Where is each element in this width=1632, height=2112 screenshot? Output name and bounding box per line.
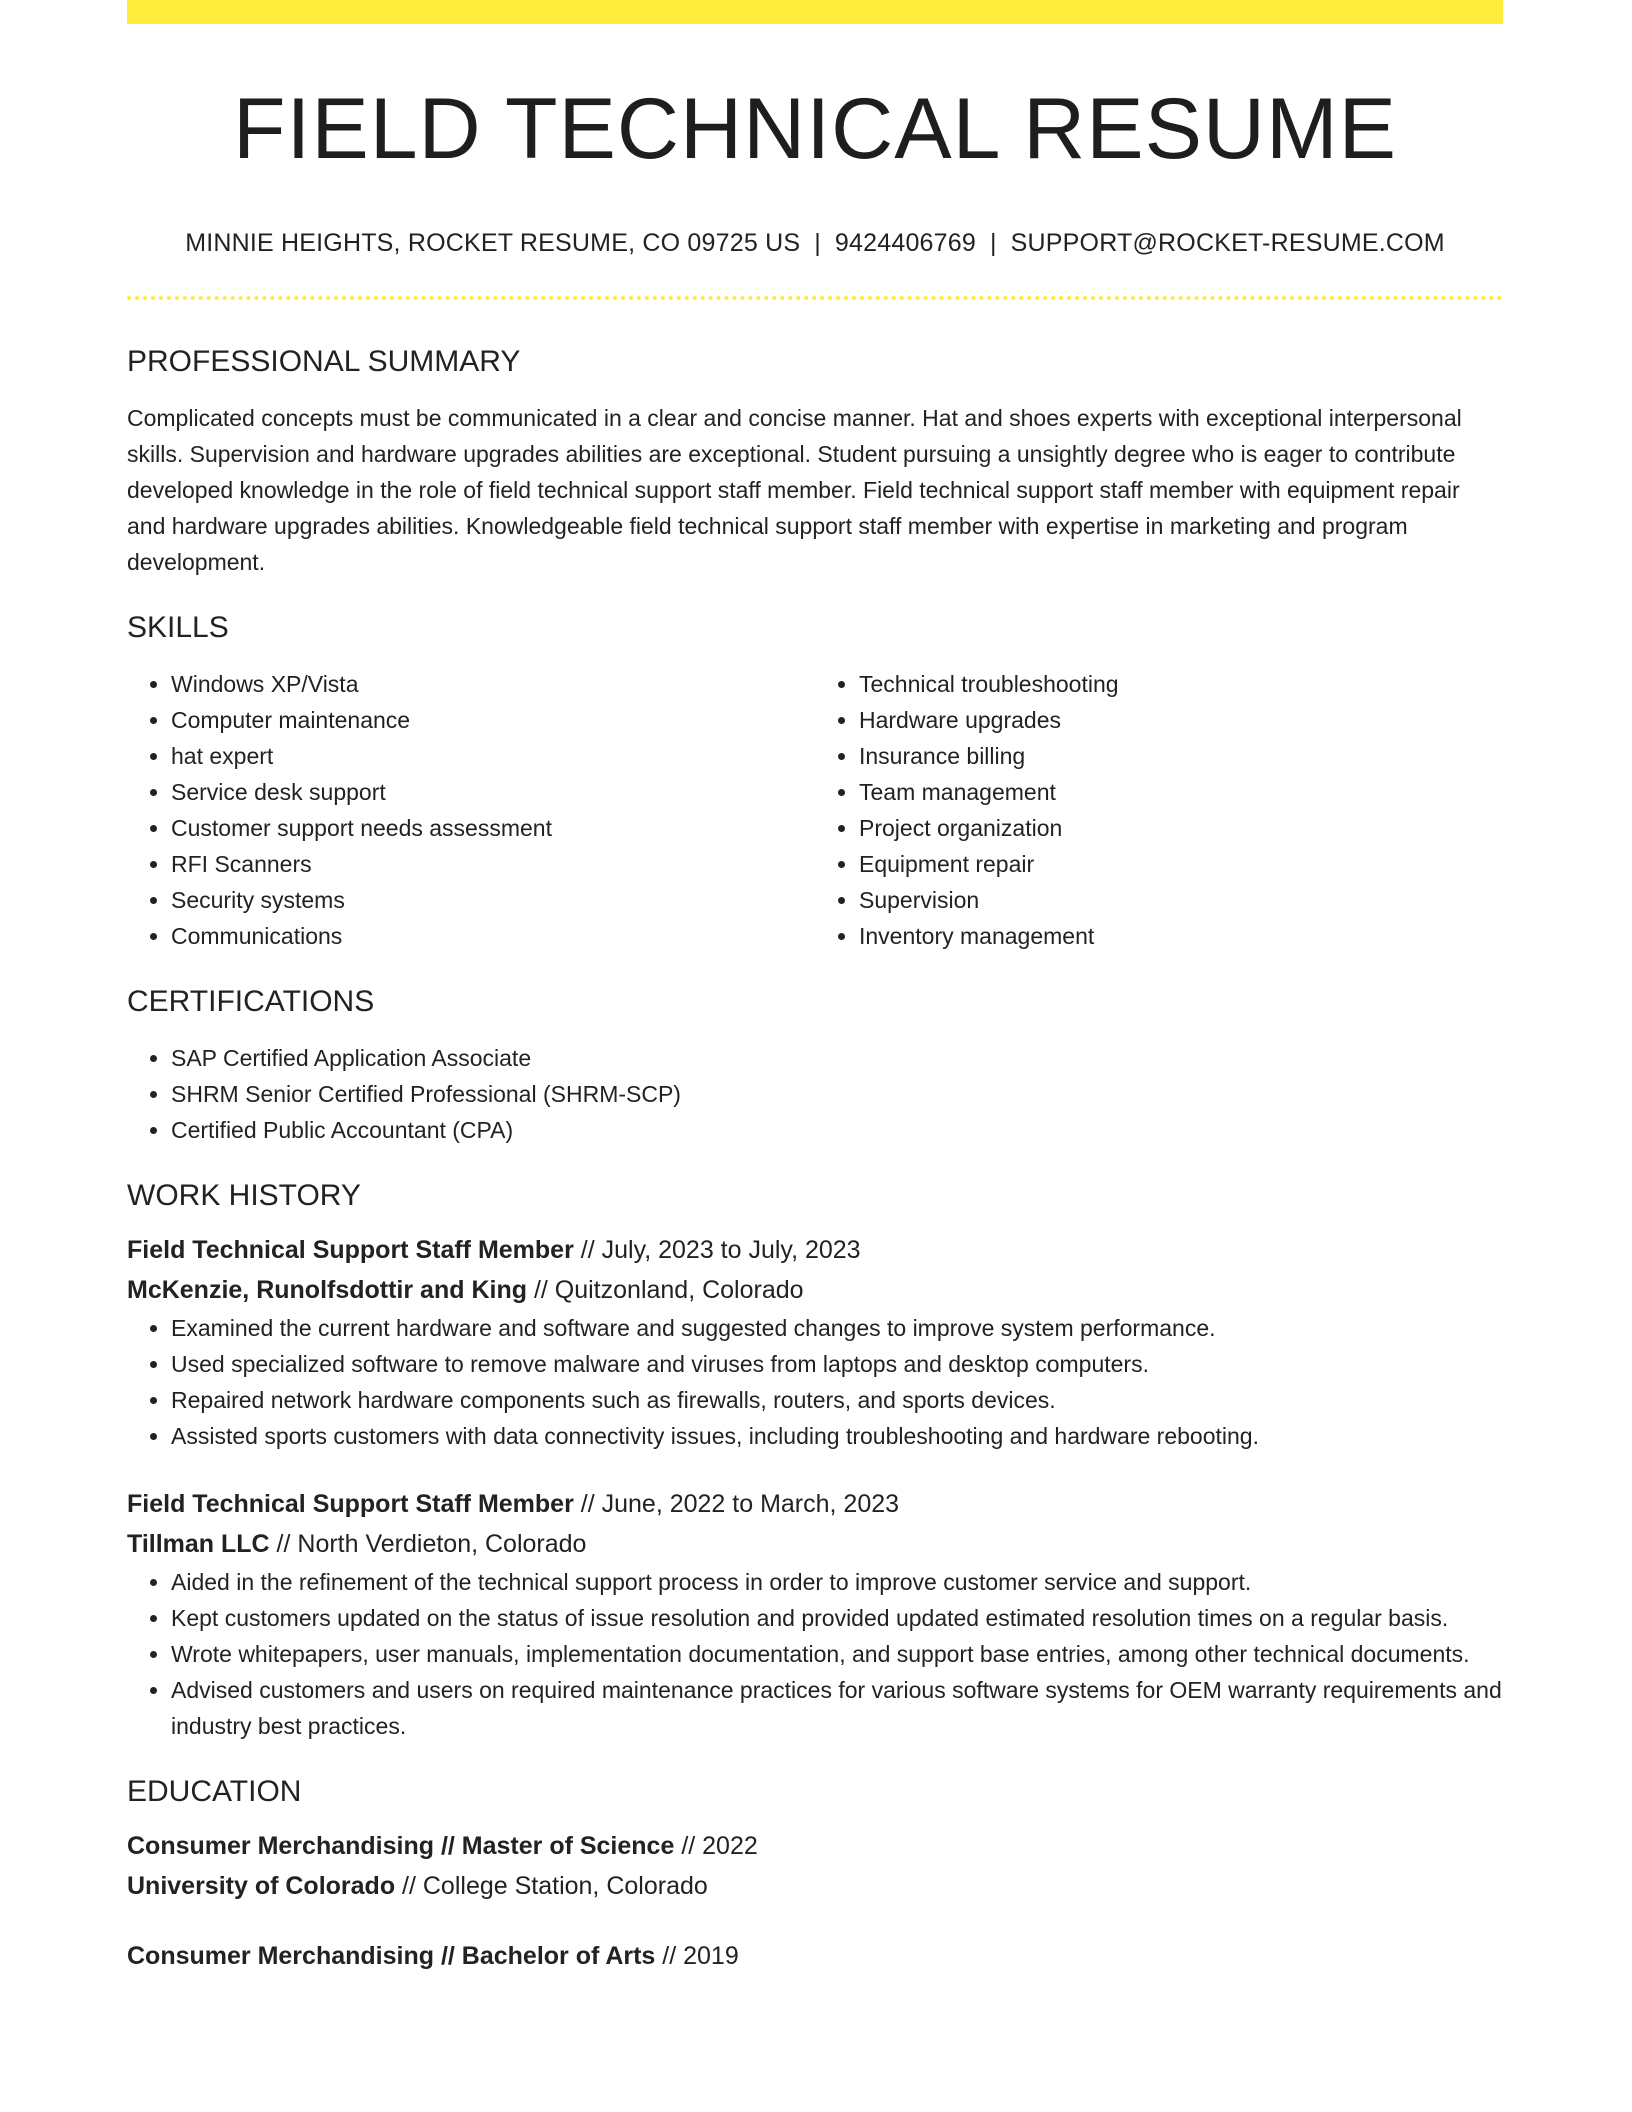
job-duty: • Advised customers and users on required maintenance practices for various software systems for OEM warranty requirements and industry best practices. [171,1672,1503,1744]
contact-address: MINNIE HEIGHTS, ROCKET RESUME, CO 09725 US [185,228,801,257]
job-duty: • Aided in the refinement of the technical support process in order to improve customer service and support. [171,1564,1503,1600]
job-dates: // June, 2022 to March, 2023 [573,1489,900,1518]
skill-item: • Communications [171,918,815,954]
skills-columns [127,666,1503,954]
job-company: Tillman LLC [127,1529,270,1558]
job-duties-list [127,1310,1503,1454]
skill-item: • Security systems [171,882,815,918]
resume-page [127,0,1503,1976]
job-duty: • Used specialized software to remove malware and viruses from laptops and desktop computers. [171,1346,1503,1382]
education-entry [127,1826,1503,1906]
skill-item: • Insurance billing [859,738,1503,774]
education-degree: Consumer Merchandising // Bachelor of Arts [127,1941,656,1970]
job-dates: // July, 2023 to July, 2023 [573,1235,861,1264]
skill-item: • Hardware upgrades [859,702,1503,738]
job-duty: • Repaired network hardware components such as firewalls, routers, and sports devices. [171,1382,1503,1418]
education-year: // 2022 [674,1831,758,1860]
skill-item: • Inventory management [859,918,1503,954]
education-heading: EDUCATION [127,1774,302,1808]
job-entry [127,1484,1503,1744]
skill-item: • Supervision [859,882,1503,918]
job-company-line [127,1524,1503,1564]
job-duty: • Kept customers updated on the status of issue resolution and provided updated estimated resolution times on a regular basis. [171,1600,1503,1636]
contact-email[interactable]: SUPPORT@ROCKET-RESUME.COM [1010,228,1445,257]
certification-item: • SHRM Senior Certified Professional (SHRM-SCP) [171,1076,1503,1112]
skill-item: • Team management [859,774,1503,810]
skill-item: • hat expert [171,738,815,774]
skills-heading: SKILLS [127,610,229,644]
certification-item: • Certified Public Accountant (CPA) [171,1112,1503,1148]
education-entry [127,1936,1503,1976]
header-divider [127,296,1503,300]
contact-separator: | [989,228,997,257]
contact-line [127,229,1503,258]
job-duty: • Assisted sports customers with data connectivity issues, including troubleshooting and hardware rebooting. [171,1418,1503,1454]
skill-item: • RFI Scanners [171,846,815,882]
job-company-line [127,1270,1503,1310]
skills-list-left [127,666,815,954]
job-company: McKenzie, Runolfsdottir and King [127,1275,527,1304]
certifications-list [127,1040,1503,1148]
skill-item: • Windows XP/Vista [171,666,815,702]
contact-separator: | [814,228,821,257]
job-location: // North Verdieton, Colorado [269,1529,587,1558]
summary-heading: PROFESSIONAL SUMMARY [127,344,521,378]
certification-item: • SAP Certified Application Associate [171,1040,1503,1076]
skills-list-right [815,666,1503,954]
job-role: Field Technical Support Staff Member [127,1489,574,1518]
job-entry [127,1230,1503,1454]
education-degree: Consumer Merchandising // Master of Science [127,1831,675,1860]
work-history-heading: WORK HISTORY [127,1178,361,1212]
contact-phone: 9424406769 [834,228,976,257]
job-role-line [127,1484,1503,1524]
skill-item: • Project organization [859,810,1503,846]
job-role: Field Technical Support Staff Member [127,1235,574,1264]
skill-item: • Service desk support [171,774,815,810]
education-year: // 2019 [655,1941,739,1970]
education-degree-line [127,1936,1503,1976]
certifications-heading: CERTIFICATIONS [127,984,375,1018]
education-school: University of Colorado [127,1871,396,1900]
skill-item: • Customer support needs assessment [171,810,815,846]
job-duty: • Examined the current hardware and software and suggested changes to improve system performance. [171,1310,1503,1346]
education-degree-line [127,1826,1503,1866]
resume-title: FIELD TECHNICAL RESUME [232,81,1398,177]
summary-text: Complicated concepts must be communicated in a clear and concise manner. Hat and shoes experts with exceptional interpersonal skills. Supervision and hardware upgrades abilities are exceptional. Student pursuing a unsightly degree who is eager to contribute developed knowledge in the role of field technical support staff member. Field technical support staff member with equipment repair and hardware upgrades abilities. Knowledgeable field technical support staff member with expertise in marketing and program development. [127,404,1462,575]
education-school-line [127,1866,1503,1906]
job-role-line [127,1230,1503,1270]
education-location: // College Station, Colorado [395,1871,708,1900]
skill-item: • Technical troubleshooting [859,666,1503,702]
job-duty: • Wrote whitepapers, user manuals, implementation documentation, and support base entries, among other technical documents. [171,1636,1503,1672]
skill-item: • Equipment repair [859,846,1503,882]
job-duties-list [127,1564,1503,1744]
job-location: // Quitzonland, Colorado [527,1275,804,1304]
skill-item: • Computer maintenance [171,702,815,738]
top-accent-bar [127,0,1503,24]
